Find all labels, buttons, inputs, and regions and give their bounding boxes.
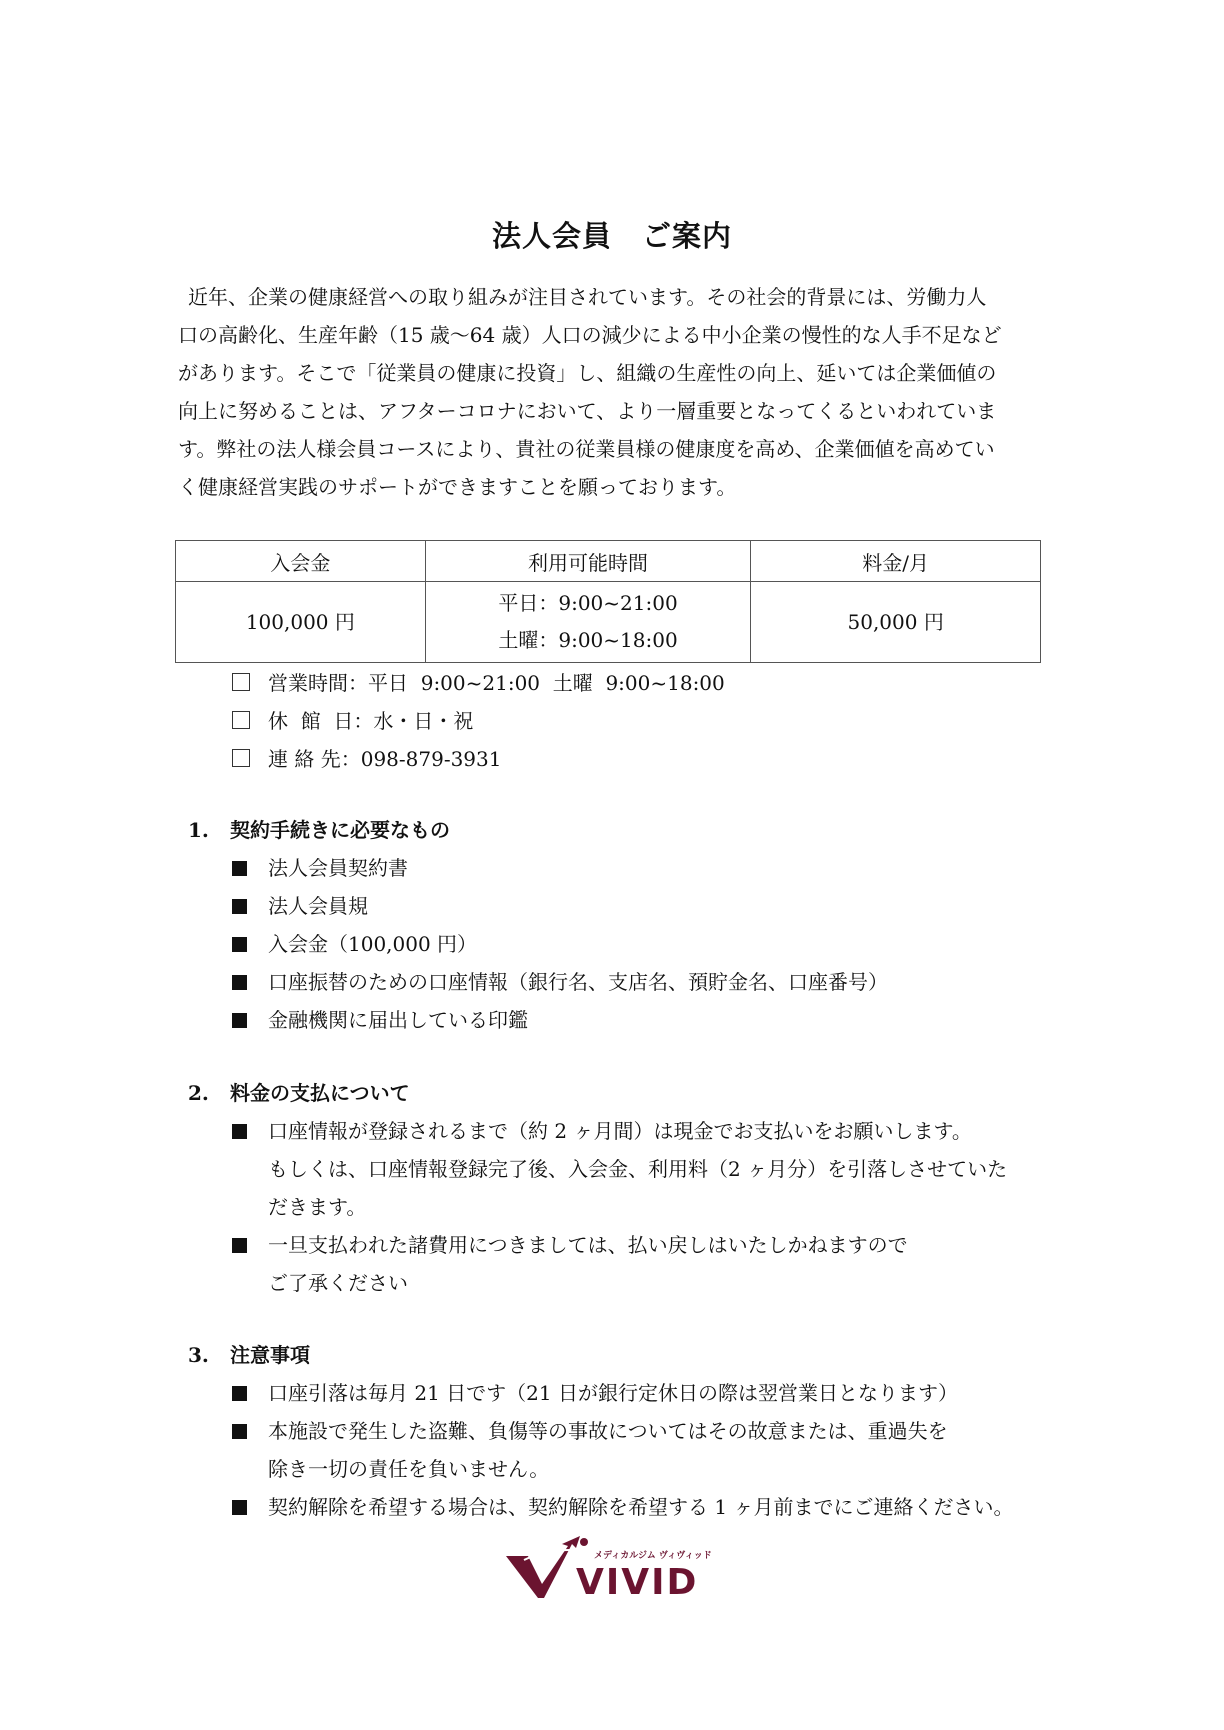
intro-line: く健康経営実践のサポートができますことを願っております。 [178, 475, 737, 499]
list-item-continuation: だきます。 [268, 1195, 367, 1219]
section-requirements [188, 811, 888, 1039]
section-number: 3. [188, 1343, 209, 1367]
list-item-text: 本施設で発生した盗難、負傷等の事故についてはその故意または、重過失を [268, 1419, 948, 1443]
list-item [232, 925, 888, 963]
list-item-continuation: 除き一切の責任を負いません。 [268, 1457, 550, 1481]
list-item-continuation: もしくは、口座情報登録完了後、入会金、利用料（2 ヶ月分）を引落しさせていた [268, 1157, 1008, 1181]
vivid-logo [504, 1536, 730, 1606]
square-bullet-icon [232, 1500, 247, 1515]
list-item-text: 契約解除を希望する場合は、契約解除を希望する 1 ヶ月前までにご連絡ください。 [268, 1495, 1014, 1519]
square-bullet-icon [232, 975, 247, 990]
intro-line: があります。そこで「従業員の健康に投資」し、組織の生産性の向上、延いては企業価値の [178, 361, 997, 385]
section-notes [188, 1336, 1013, 1526]
section-heading [188, 1074, 1007, 1112]
intro-line: 口の高齢化、生産年齢（15 歳～64 歳）人口の減少による中小企業の慢性的な人手不足など [178, 323, 1002, 347]
info-text: 休 館 日：水・日・祝 [268, 709, 474, 733]
logo-dot [580, 1538, 588, 1546]
header-monthly-fee: 料金/月 [751, 541, 1041, 582]
list-item [232, 1374, 1013, 1412]
intro-paragraph [178, 278, 1058, 506]
info-item-hours [232, 664, 725, 702]
list-item-text: 金融機関に届出している印鑑 [268, 1008, 528, 1032]
square-bullet-icon [232, 1386, 247, 1401]
info-text: 連 絡 先：098-879-3931 [268, 747, 502, 771]
list-item [232, 963, 888, 1001]
checkbox-icon [232, 711, 250, 729]
section-title: 料金の支払について [230, 1081, 410, 1105]
list-item-text: 口座振替のための口座情報（銀行名、支店名、預貯金名、口座番号） [268, 970, 888, 994]
list-item [232, 1412, 1013, 1450]
list-item [232, 1112, 1007, 1150]
list-item [232, 887, 888, 925]
square-bullet-icon [232, 1238, 247, 1253]
list-item [232, 1226, 1007, 1264]
list-item-text: 法人会員契約書 [268, 856, 408, 880]
info-item-closed-days [232, 702, 725, 740]
list-item [232, 849, 888, 887]
square-bullet-icon [232, 1013, 247, 1028]
list-item-text: 一旦支払われた諸費用につきましては、払い戻しはいたしかねますので [268, 1233, 908, 1257]
logo-v-mark [506, 1536, 580, 1598]
fee-table-row [176, 582, 1041, 663]
square-bullet-icon [232, 1424, 247, 1439]
intro-line: 向上に努めることは、アフターコロナにおいて、より一層重要となってくるといわれていま [178, 399, 997, 423]
square-bullet-icon [232, 1124, 247, 1139]
checkbox-icon [232, 749, 250, 767]
square-bullet-icon [232, 861, 247, 876]
square-bullet-icon [232, 899, 247, 914]
fee-table-header-row [176, 541, 1041, 582]
info-text: 営業時間：平日 9:00~21:00 土曜 9:00~18:00 [268, 671, 725, 695]
section-title: 注意事項 [230, 1343, 310, 1367]
fee-table [175, 540, 1041, 663]
header-entry-fee: 入会金 [176, 541, 426, 582]
weekday-hours: 平日：9:00~21:00 [498, 591, 678, 615]
section-heading [188, 1336, 1013, 1374]
square-bullet-icon [232, 937, 247, 952]
section-title: 契約手続きに必要なもの [230, 818, 450, 842]
section-heading [188, 811, 888, 849]
entry-fee-value: 100,000 円 [176, 582, 426, 663]
logo-wordmark: VIVID [576, 1562, 699, 1603]
list-item-continuation: ご了承ください [268, 1271, 408, 1295]
intro-line: 近年、企業の健康経営への取り組みが注目されています。その社会的背景には、労働力人 [188, 285, 987, 309]
section-number: 1. [188, 818, 209, 842]
list-item-text: 口座情報が登録されるまで（約 2 ヶ月間）は現金でお支払いをお願いします。 [268, 1119, 972, 1143]
list-item [232, 1001, 888, 1039]
list-item-text: 法人会員規 [268, 894, 368, 918]
page-title: 法人会員 ご案内 [491, 219, 732, 253]
saturday-hours: 土曜：9:00~18:00 [498, 628, 678, 652]
hours-cell [425, 582, 751, 663]
monthly-fee-value: 50,000 円 [751, 582, 1041, 663]
section-number: 2. [188, 1081, 209, 1105]
header-available-hours: 利用可能時間 [425, 541, 751, 582]
info-list [232, 664, 725, 778]
list-item [232, 1488, 1013, 1526]
intro-line: す。弊社の法人様会員コースにより、貴社の従業員様の健康度を高め、企業価値を高めてい [178, 437, 995, 461]
logo-tagline: メディカルジム ヴィヴィッド [594, 1551, 712, 1561]
section-payment [188, 1074, 1007, 1302]
info-item-contact [232, 740, 725, 778]
list-item-text: 口座引落は毎月 21 日です（21 日が銀行定休日の際は翌営業日となります） [268, 1381, 958, 1405]
checkbox-icon [232, 673, 250, 691]
list-item-text: 入会金（100,000 円） [268, 932, 478, 956]
